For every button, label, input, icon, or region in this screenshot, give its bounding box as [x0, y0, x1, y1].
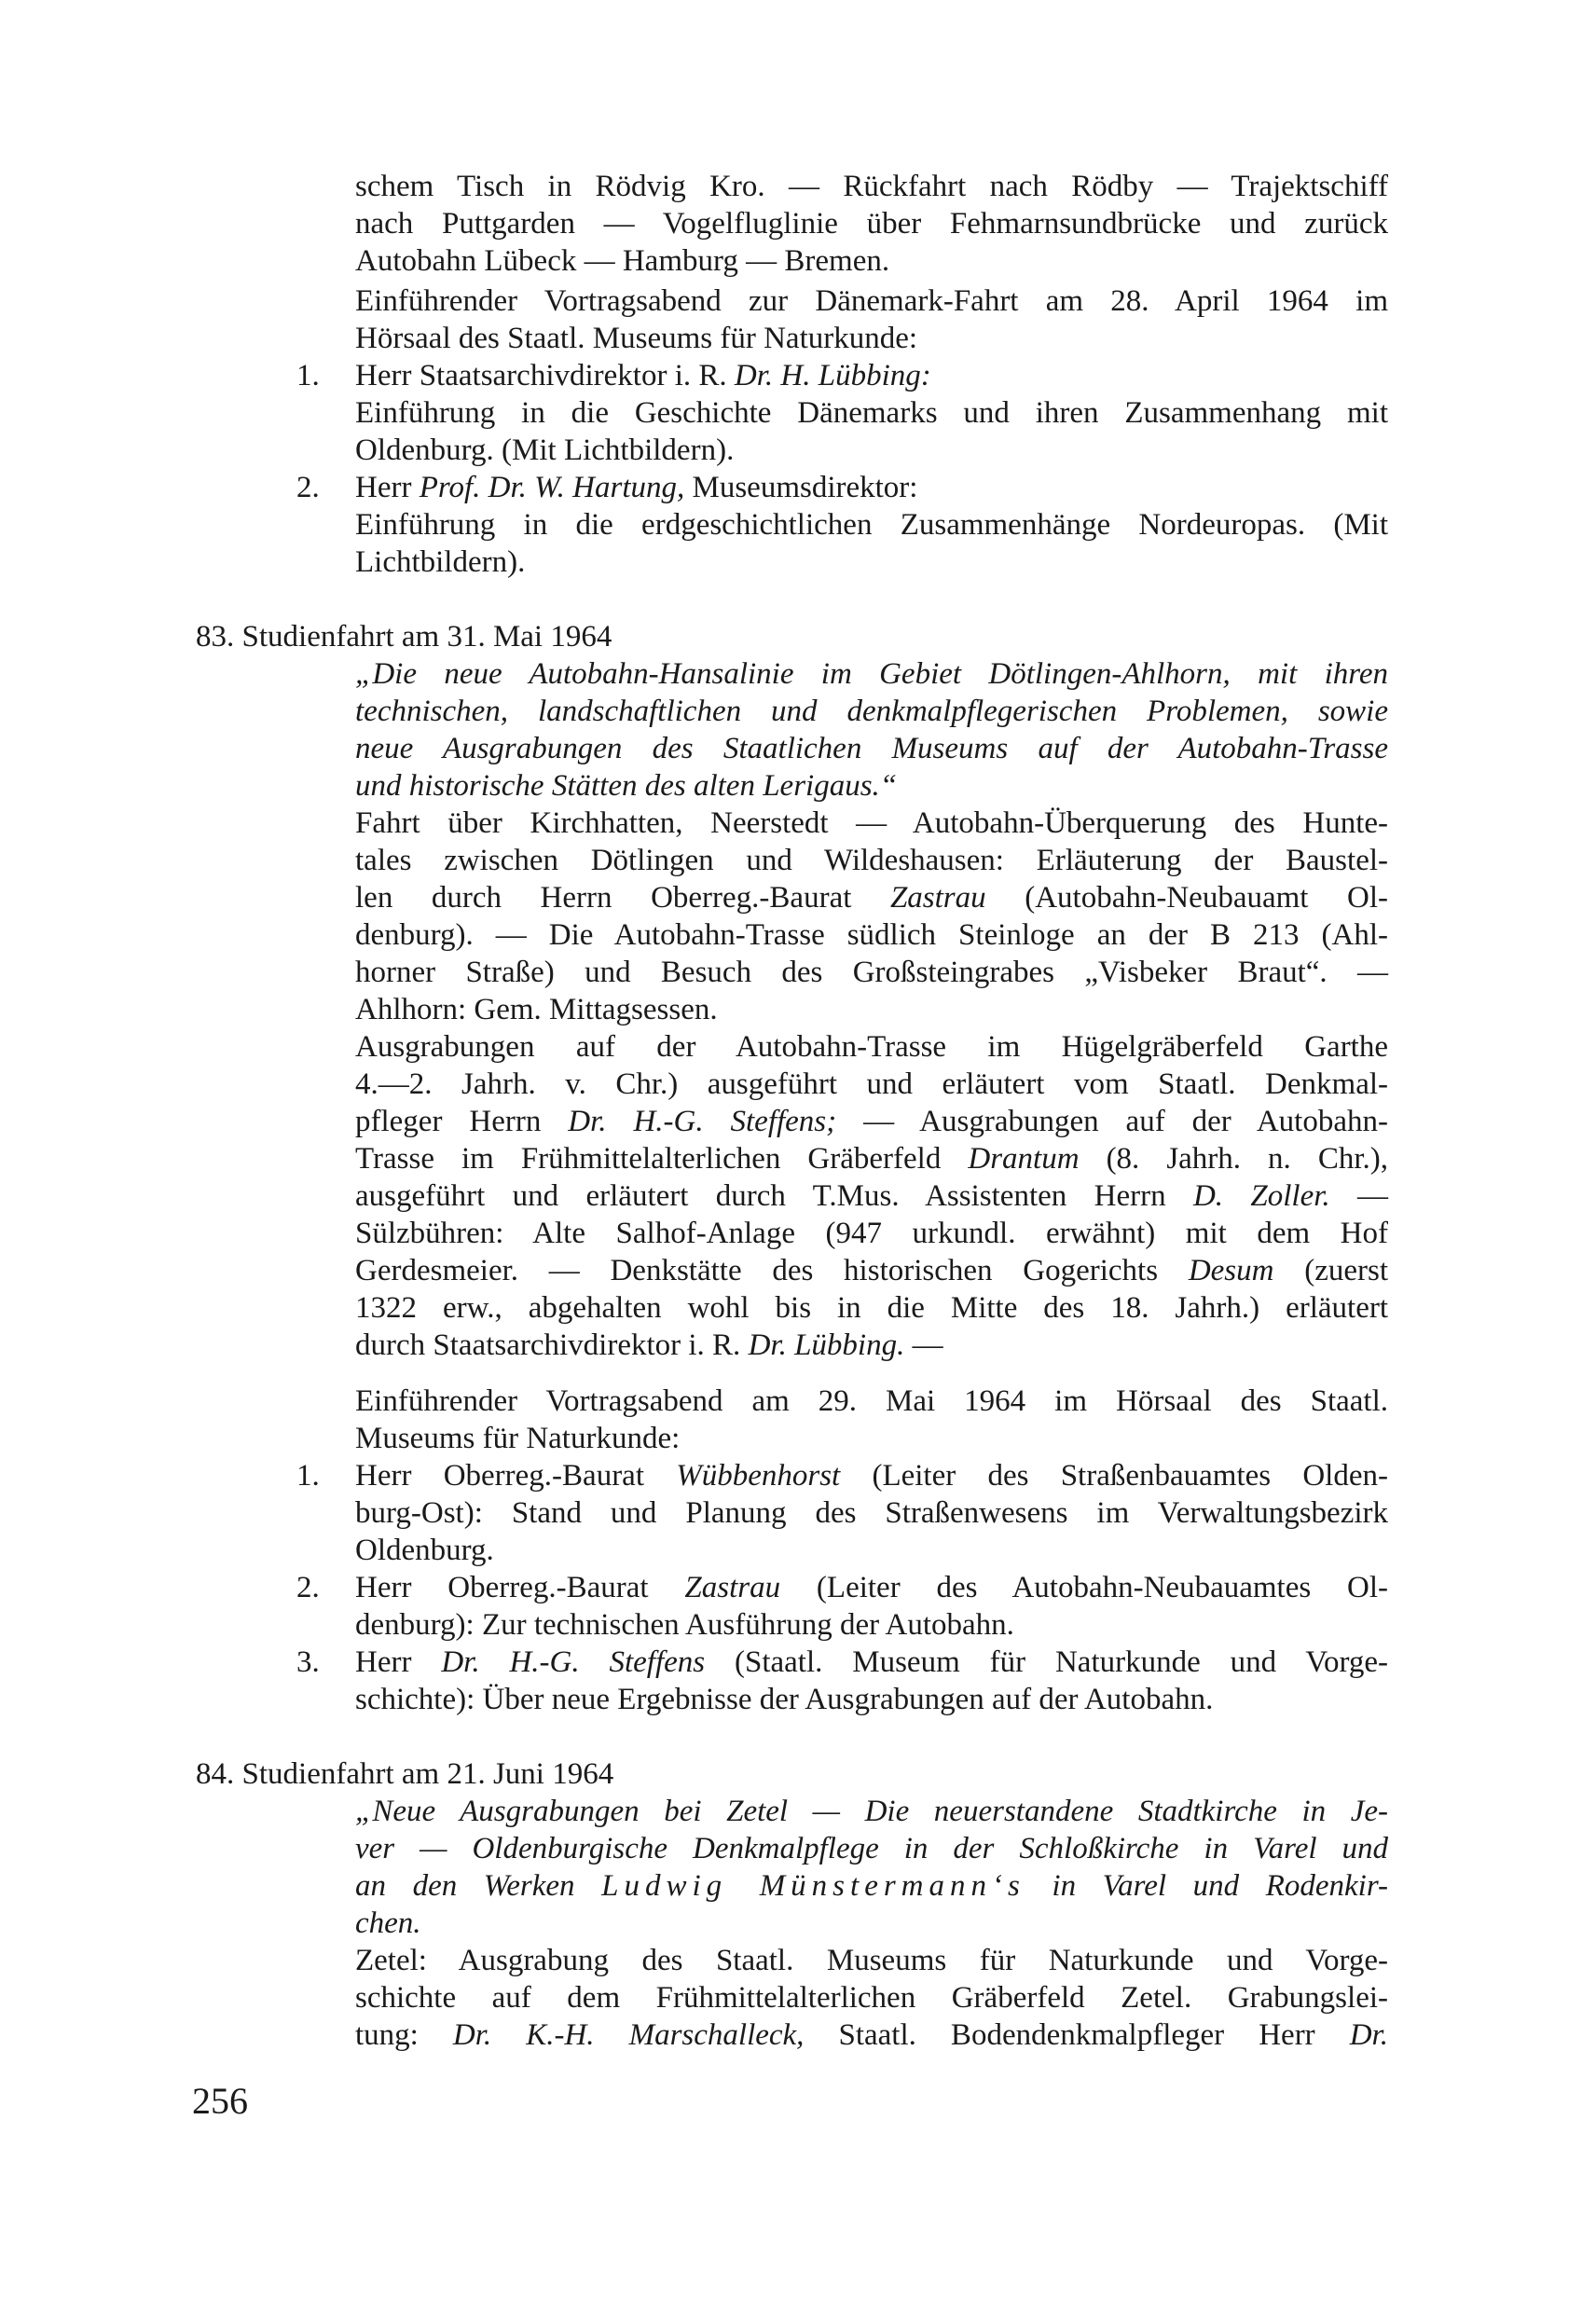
lecture-title: Herr Dr. H.-G. Steffens (Staatl. Museum für Naturkunde und Vorge-	[355, 1645, 1388, 1679]
excursion-title: an den Werken Ludwig Münstermann‘s in Varel und Rodenkir-	[355, 1869, 1388, 1903]
text-line: Oldenburg.	[355, 1534, 494, 1567]
text-line: len durch Herrn Oberreg.-Baurat Zastrau (Autobahn-Neubauamt Ol-	[355, 881, 1388, 915]
text-line: horner Straße) und Besuch des Großsteingrabes „Visbeker Braut“. —	[355, 956, 1388, 989]
excursion-title: „Die neue Autobahn-Hansalinie im Gebiet Dötlingen-Ahlhorn, mit ihren	[355, 657, 1388, 691]
text-line: Einführender Vortragsabend zur Dänemark-Fahrt am 28. April 1964 im	[355, 284, 1388, 318]
excursion-title: neue Ausgrabungen des Staatlichen Museums auf der Autobahn-Trasse	[355, 732, 1388, 765]
text-line: Ahlhorn: Gem. Mittagsessen.	[355, 993, 718, 1026]
lecture-title: Herr Oberreg.-Baurat Zastrau (Leiter des Autobahn-Neubauamtes Ol-	[355, 1571, 1388, 1604]
lecture-title: Herr Prof. Dr. W. Hartung, Museumsdirektor:	[355, 471, 918, 504]
text-line: nach Puttgarden — Vogelfluglinie über Fehmarnsundbrücke und zurück	[355, 207, 1388, 241]
section-heading-84: 84. Studienfahrt am 21. Juni 1964	[196, 1757, 614, 1791]
excursion-title: ver — Oldenburgische Denkmalpflege in der Schloßkirche in Varel und	[355, 1832, 1388, 1865]
lecture-title: Herr Staatsarchivdirektor i. R. Dr. H. Lübbing:	[355, 359, 931, 392]
text-line: Oldenburg. (Mit Lichtbildern).	[355, 434, 735, 467]
text-line: Gerdesmeier. — Denkstätte des historischen Gogerichts Desum (zuerst	[355, 1254, 1388, 1287]
text-line: tales zwischen Dötlingen und Wildeshausen: Erläuterung der Baustel-	[355, 844, 1388, 877]
text-line: Trasse im Frühmittelalterlichen Gräberfeld Drantum (8. Jahrh. n. Chr.),	[355, 1142, 1388, 1176]
list-number: 2.	[296, 471, 320, 504]
page-number: 256	[192, 2080, 248, 2122]
text-line: tung: Dr. K.-H. Marschalleck, Staatl. Bodendenkmalpfleger Herr Dr.	[355, 2018, 1388, 2052]
text-line: ausgeführt und erläutert durch T.Mus. Assistenten Herrn D. Zoller. —	[355, 1179, 1389, 1213]
excursion-title: chen.	[355, 1906, 421, 1940]
list-number: 1.	[296, 1459, 320, 1493]
lecture-title: Herr Oberreg.-Baurat Wübbenhorst (Leiter des Straßenbauamtes Olden-	[355, 1459, 1388, 1493]
section-heading-83: 83. Studienfahrt am 31. Mai 1964	[196, 620, 612, 654]
text-line: denburg). — Die Autobahn-Trasse südlich Steinloge an der B 213 (Ahl-	[355, 918, 1388, 952]
text-line: Hörsaal des Staatl. Museums für Naturkunde:	[355, 322, 918, 355]
text-line: schichte auf dem Frühmittelalterlichen Gräberfeld Zetel. Grabungslei-	[355, 1981, 1388, 2015]
text-line: Zetel: Ausgrabung des Staatl. Museums für Naturkunde und Vorge-	[355, 1944, 1388, 1977]
list-number: 2.	[296, 1571, 320, 1604]
text-line: Museums für Naturkunde:	[355, 1422, 681, 1455]
text-line: burg-Ost): Stand und Planung des Straßenwesens im Verwaltungsbezirk	[355, 1496, 1388, 1530]
text-line: Einführung in die Geschichte Dänemarks und ihren Zusammenhang mit	[355, 396, 1388, 430]
text-line: Sülzbühren: Alte Salhof-Anlage (947 urkundl. erwähnt) mit dem Hof	[355, 1217, 1388, 1250]
text-line: Ausgrabungen auf der Autobahn-Trasse im Hügelgräberfeld Garthe	[355, 1030, 1388, 1064]
list-number: 3.	[296, 1645, 320, 1679]
text-line: Lichtbildern).	[355, 545, 526, 579]
excursion-title: „Neue Ausgrabungen bei Zetel — Die neuerstandene Stadtkirche in Je-	[355, 1795, 1388, 1828]
text-line: pfleger Herrn Dr. H.-G. Steffens; — Ausgrabungen auf der Autobahn-	[355, 1105, 1388, 1138]
text-line: Einführung in die erdgeschichtlichen Zusammenhänge Nordeuropas. (Mit	[355, 508, 1388, 542]
text-line: 4.—2. Jahrh. v. Chr.) ausgeführt und erläutert vom Staatl. Denkmal-	[355, 1067, 1388, 1101]
text-line: schem Tisch in Rödvig Kro. — Rückfahrt nach Rödby — Trajektschiff	[355, 170, 1388, 203]
text-line: Fahrt über Kirchhatten, Neerstedt — Autobahn-Überquerung des Hunte-	[355, 806, 1388, 840]
text-line: denburg): Zur technischen Ausführung der Autobahn.	[355, 1608, 1014, 1642]
text-line: schichte): Über neue Ergebnisse der Ausgrabungen auf der Autobahn.	[355, 1683, 1214, 1716]
excursion-title: und historische Stätten des alten Lerigaus.“	[355, 769, 898, 803]
text-line: 1322 erw., abgehalten wohl bis in die Mitte des 18. Jahrh.) erläutert	[355, 1291, 1388, 1325]
text-line: Autobahn Lübeck — Hamburg — Bremen.	[355, 244, 890, 278]
text-line: durch Staatsarchivdirektor i. R. Dr. Lübbing. —	[355, 1328, 943, 1362]
excursion-title: technischen, landschaftlichen und denkmalpflegerischen Problemen, sowie	[355, 695, 1388, 728]
text-line: Einführender Vortragsabend am 29. Mai 1964 im Hörsaal des Staatl.	[355, 1384, 1388, 1418]
list-number: 1.	[296, 359, 320, 392]
